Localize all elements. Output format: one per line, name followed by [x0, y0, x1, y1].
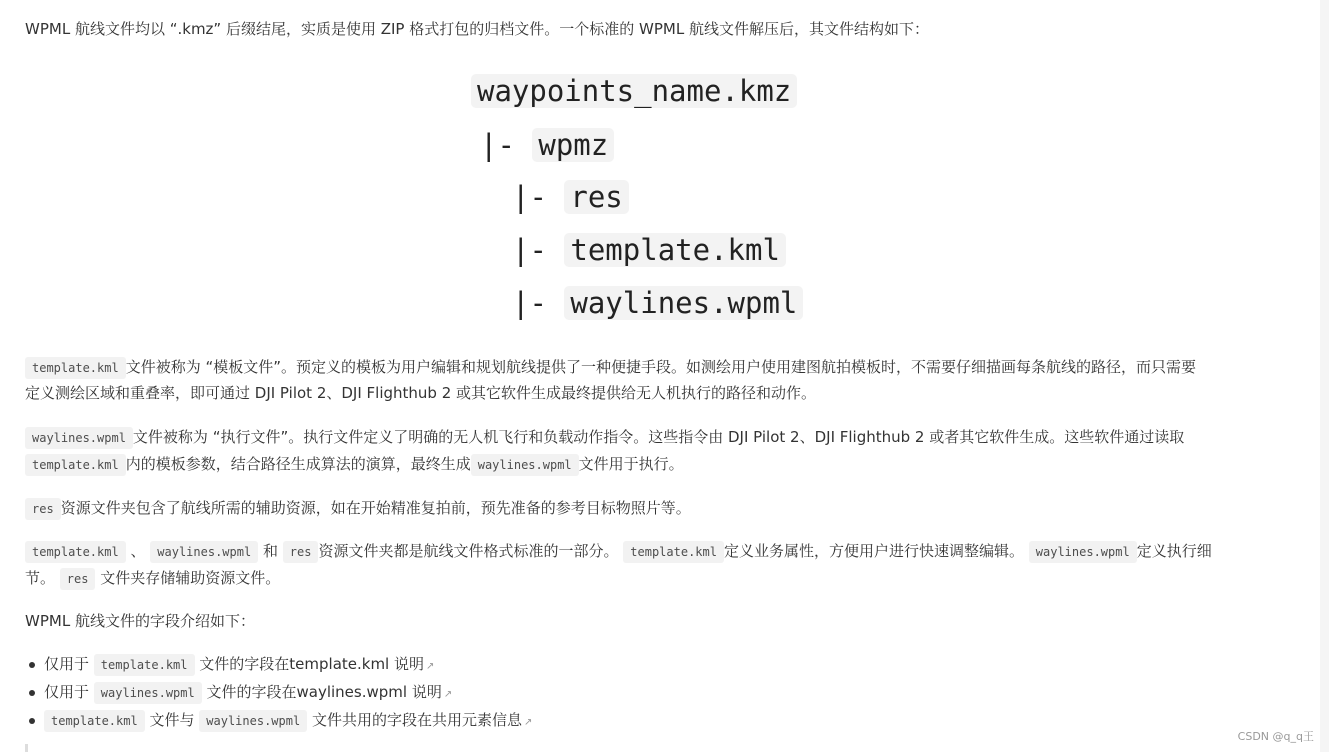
inline-code: waylines.wpml	[25, 427, 133, 449]
tree-root-code: waypoints_name.kmz	[471, 74, 797, 108]
tree-res	[512, 179, 629, 215]
inline-code: waylines.wpml	[1029, 541, 1137, 563]
list-item	[25, 679, 532, 707]
res-paragraph	[25, 495, 691, 523]
inline-code: template.kml	[44, 710, 145, 732]
inline-code: waylines.wpml	[199, 710, 307, 732]
file-structure-tree	[25, 0, 1285, 340]
paragraph-text: 节。	[25, 569, 56, 587]
tree-prefix: |-	[512, 233, 547, 267]
blockquote-border	[25, 744, 28, 752]
inline-code: res	[283, 541, 319, 563]
paragraph-text: 和	[262, 542, 278, 560]
list-item	[25, 651, 532, 679]
external-link-icon: ↗	[524, 717, 533, 728]
tree-root	[471, 73, 797, 109]
intro-paragraph: WPML 航线文件均以 “.kmz” 后缀结尾，实质是使用 ZIP 格式打包的归档文件。一个标准的 WPML 航线文件解压后，其文件结构如下：	[25, 20, 929, 38]
paragraph-text: 文件被称为 “执行文件”。执行文件定义了明确的无人机飞行和负载动作指令。这些指令由 DJI Pilot 2、DJI Flighthub 2 或者其它软件生成。这些软件通过读取	[132, 428, 1185, 446]
inline-code: waylines.wpml	[150, 541, 258, 563]
inline-code: res	[60, 568, 96, 590]
tree-waylines-code: waylines.wpml	[564, 286, 803, 320]
paragraph-text: 资源文件夹包含了航线所需的辅助资源，如在开始精准复拍前，预先准备的参考目标物照片等。	[60, 499, 691, 517]
list-item	[25, 707, 532, 735]
template-paragraph-line1	[25, 354, 1196, 382]
inline-code: template.kml	[25, 357, 126, 379]
tree-template	[512, 232, 786, 268]
template-link[interactable]: 文件的字段在template.kml 说明	[199, 655, 424, 673]
inline-code: waylines.wpml	[94, 682, 202, 704]
waylines-link[interactable]: 文件的字段在waylines.wpml 说明	[206, 683, 442, 701]
paragraph-text: 定义执行细	[1136, 542, 1212, 560]
tree-prefix: |-	[512, 180, 547, 214]
list-text: 文件与	[149, 711, 195, 729]
external-link-icon: ↗	[426, 661, 435, 672]
scrollbar[interactable]	[1320, 0, 1329, 752]
list-text: 仅用于	[44, 655, 90, 673]
tree-prefix: |-	[480, 128, 515, 162]
watermark: CSDN @q_q王	[1237, 730, 1314, 743]
inline-code: template.kml	[25, 541, 126, 563]
tree-template-code: template.kml	[564, 233, 786, 267]
tree-waylines	[512, 285, 803, 321]
paragraph-text: 文件被称为 “模板文件”。预定义的模板为用户编辑和规划航线提供了一种便捷手段。如测绘用户使用建图航拍模板时，不需要仔细描画每条航线的路径，而只需要	[125, 358, 1197, 376]
template-paragraph-line2: 定义测绘区域和重叠率，即可通过 DJI Pilot 2、DJI Flighthub 2 或其它软件生成最终提供给无人机执行的路径和动作。	[25, 384, 817, 402]
inline-code: waylines.wpml	[471, 454, 579, 476]
paragraph-text: 、	[130, 542, 146, 560]
waylines-paragraph-line1	[25, 424, 1184, 452]
common-elements-link[interactable]: 文件共用的字段在共用元素信息	[311, 711, 522, 729]
paragraph-text: 文件用于执行。	[578, 455, 684, 473]
waylines-paragraph-line2	[25, 451, 684, 479]
paragraph-text: 内的模板参数，结合路径生成算法的演算，最终生成	[125, 455, 471, 473]
field-links-list	[25, 651, 532, 735]
tree-prefix: |-	[512, 286, 547, 320]
inline-code: res	[25, 498, 61, 520]
summary-paragraph-line1	[25, 538, 1212, 566]
tree-res-code: res	[564, 180, 628, 214]
paragraph-text: 定义业务属性，方便用户进行快速调整编辑。	[723, 542, 1024, 560]
inline-code: template.kml	[25, 454, 126, 476]
inline-code: template.kml	[94, 654, 195, 676]
list-text: 仅用于	[44, 683, 90, 701]
summary-paragraph-line2	[25, 565, 280, 593]
paragraph-text: 文件夹存储辅助资源文件。	[100, 569, 281, 587]
paragraph-text: 资源文件夹都是航线文件格式标准的一部分。	[318, 542, 619, 560]
external-link-icon: ↗	[443, 689, 453, 700]
inline-code: template.kml	[623, 541, 724, 563]
tree-wpmz	[480, 127, 614, 163]
fields-intro: WPML 航线文件的字段介绍如下：	[25, 612, 255, 630]
tree-wpmz-code: wpmz	[532, 128, 614, 162]
